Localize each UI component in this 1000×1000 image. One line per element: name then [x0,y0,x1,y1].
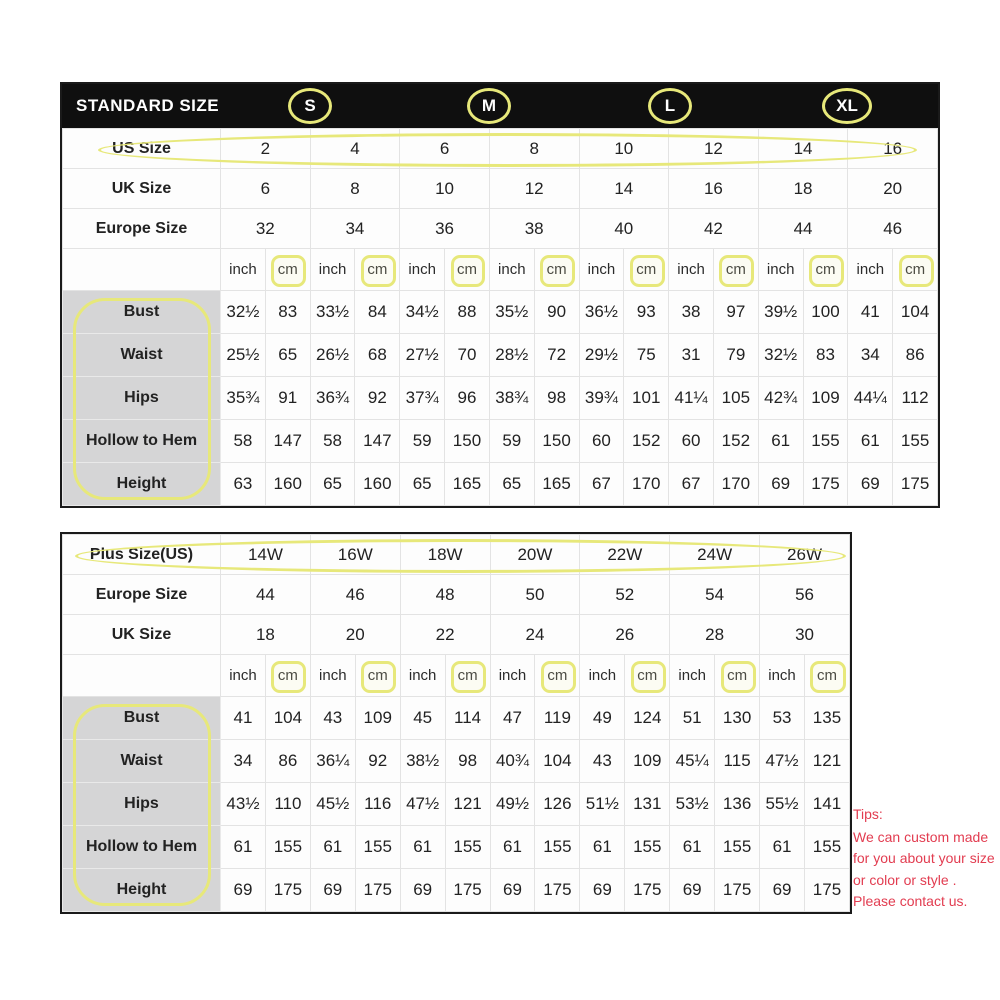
measurement-cell: 45¼ [670,740,715,783]
size-row [63,615,850,655]
measurement-cell: 34 [221,740,266,783]
tips-note [853,804,1000,913]
measurement-cell: 38½ [400,740,445,783]
measurement-cell: 93 [624,291,669,334]
measurement-cell: 98 [445,740,490,783]
measurement-label: Hollow to Hem [63,420,221,463]
measurement-cell: 36½ [579,291,624,334]
measurement-cell: 175 [803,463,848,506]
measurement-cell: 126 [535,783,580,826]
measurement-cell: 100 [803,291,848,334]
unit-cm-label: cm [893,249,938,291]
size-cell: 54 [670,575,760,615]
measurement-cell: 116 [355,783,400,826]
measurement-cell: 96 [445,377,490,420]
size-cell: 12 [669,129,759,169]
measurement-cell: 36¼ [310,740,355,783]
row-label: UK Size [63,615,221,655]
measurement-cell: 155 [445,826,490,869]
unit-cm-label: cm [625,655,670,697]
size-cell: 36 [400,209,490,249]
measurement-cell: 25½ [221,334,266,377]
measurement-cell: 38 [669,291,714,334]
measurement-cell: 109 [625,740,670,783]
measurement-cell: 69 [221,869,266,912]
measurement-cell: 59 [489,420,534,463]
measurement-cell: 175 [715,869,760,912]
tips-line: We can custom made [853,828,989,845]
measurement-cell: 47½ [400,783,445,826]
unit-inch-label: inch [310,655,355,697]
size-cell: 20W [490,535,580,575]
measurement-cell: 155 [893,420,938,463]
unit-inch-label: inch [221,655,266,697]
unit-inch-label: inch [669,249,714,291]
size-cell: 8 [489,129,579,169]
measurement-cell: 32½ [221,291,266,334]
tips-line: or color or style . [853,871,957,888]
measurement-label: Hips [63,377,221,420]
measurement-cell: 51½ [580,783,625,826]
size-cell: 10 [400,169,490,209]
measurement-cell: 49½ [490,783,535,826]
measurement-cell: 104 [535,740,580,783]
row-label: US Size [63,129,221,169]
measurement-cell: 110 [265,783,310,826]
measurement-cell: 61 [848,420,893,463]
tips-title: Tips: [853,806,883,822]
unit-cm-label: cm [534,249,579,291]
measurement-label: Bust [63,291,221,334]
measurement-cell: 130 [715,697,760,740]
tips-line: Please contact us. [853,893,968,909]
measurement-cell: 141 [804,783,849,826]
measurement-cell: 53 [760,697,805,740]
measurement-cell: 175 [804,869,849,912]
measurement-cell: 65 [310,463,355,506]
tips-line: for you about your size [853,850,995,866]
measurement-cell: 61 [758,420,803,463]
measurement-cell: 26½ [310,334,355,377]
size-cell: 34 [310,209,400,249]
measurement-cell: 69 [310,869,355,912]
measurement-cell: 155 [804,826,849,869]
size-cell: 18 [221,615,311,655]
size-cell: 18 [758,169,848,209]
size-cell: 48 [400,575,490,615]
size-cell: 10 [579,129,669,169]
unit-cm-label: cm [804,655,849,697]
measurement-cell: 61 [400,826,445,869]
measurement-row [63,334,938,377]
measurement-cell: 58 [310,420,355,463]
measurement-row [63,826,850,869]
measurement-cell: 69 [758,463,803,506]
size-cell: 24 [490,615,580,655]
size-row [63,535,850,575]
measurement-cell: 28½ [489,334,534,377]
measurement-label: Height [63,869,221,912]
standard-size-table [60,82,940,508]
measurement-cell: 69 [490,869,535,912]
measurement-cell: 83 [265,291,310,334]
measurement-cell: 101 [624,377,669,420]
measurement-cell: 104 [265,697,310,740]
measurement-cell: 61 [221,826,266,869]
measurement-cell: 33½ [310,291,355,334]
measurement-cell: 160 [355,463,400,506]
size-row [63,129,938,169]
measurement-cell: 69 [670,869,715,912]
measurement-cell: 67 [669,463,714,506]
measurement-cell: 65 [265,334,310,377]
row-label: Europe Size [63,209,221,249]
measurement-cell: 69 [400,869,445,912]
size-cell: 12 [489,169,579,209]
measurement-label: Hips [63,783,221,826]
row-label-empty [63,249,221,291]
unit-inch-label: inch [758,249,803,291]
unit-cm-label: cm [445,249,490,291]
measurement-row [63,291,938,334]
measurement-cell: 155 [625,826,670,869]
size-cell: 24W [670,535,760,575]
measurement-cell: 121 [804,740,849,783]
unit-cm-label: cm [355,655,400,697]
measurement-cell: 147 [355,420,400,463]
size-cell: 14 [579,169,669,209]
measurement-cell: 119 [535,697,580,740]
measurement-cell: 72 [534,334,579,377]
measurement-cell: 41¼ [669,377,714,420]
unit-cm-label: cm [624,249,669,291]
measurement-cell: 160 [265,463,310,506]
measurement-label: Hollow to Hem [63,826,221,869]
measurement-cell: 68 [355,334,400,377]
measurement-cell: 41 [848,291,893,334]
unit-cm-label: cm [715,655,760,697]
size-cell: 40 [579,209,669,249]
unit-row [63,249,938,291]
measurement-cell: 61 [670,826,715,869]
measurement-row [63,697,850,740]
measurement-cell: 90 [534,291,579,334]
measurement-cell: 61 [310,826,355,869]
measurement-cell: 47½ [760,740,805,783]
measurement-cell: 61 [580,826,625,869]
measurement-cell: 155 [355,826,400,869]
row-label: UK Size [63,169,221,209]
unit-inch-label: inch [670,655,715,697]
measurement-label: Waist [63,740,221,783]
measurement-cell: 39½ [758,291,803,334]
measurement-cell: 91 [265,377,310,420]
plus-size-table [60,532,852,914]
measurement-row [63,869,850,912]
measurement-label: Waist [63,334,221,377]
size-badge-m: M [467,88,511,124]
measurement-cell: 34 [848,334,893,377]
measurement-cell: 152 [624,420,669,463]
measurement-row [63,463,938,506]
measurement-cell: 92 [355,740,400,783]
unit-inch-label: inch [579,249,624,291]
measurement-cell: 60 [579,420,624,463]
size-row [63,209,938,249]
unit-inch-label: inch [760,655,805,697]
unit-row [63,655,850,697]
measurement-cell: 131 [625,783,670,826]
measurement-row [63,377,938,420]
measurement-cell: 69 [580,869,625,912]
size-cell: 42 [669,209,759,249]
measurement-cell: 67 [579,463,624,506]
measurement-cell: 112 [893,377,938,420]
measurement-cell: 175 [893,463,938,506]
measurement-cell: 150 [534,420,579,463]
measurement-row [63,740,850,783]
size-cell: 22W [580,535,670,575]
measurement-cell: 175 [535,869,580,912]
measurement-cell: 69 [848,463,893,506]
unit-cm-label: cm [265,655,310,697]
size-cell: 16W [310,535,400,575]
unit-inch-label: inch [221,249,266,291]
unit-inch-label: inch [310,249,355,291]
measurement-cell: 65 [400,463,445,506]
size-cell: 14 [758,129,848,169]
measurement-cell: 170 [624,463,669,506]
measurement-cell: 43 [580,740,625,783]
measurement-cell: 84 [355,291,400,334]
measurement-cell: 61 [760,826,805,869]
measurement-cell: 114 [445,697,490,740]
measurement-cell: 121 [445,783,490,826]
measurement-label: Bust [63,697,221,740]
measurement-cell: 136 [715,783,760,826]
measurement-cell: 45½ [310,783,355,826]
unit-cm-label: cm [445,655,490,697]
measurement-cell: 45 [400,697,445,740]
measurement-cell: 53½ [670,783,715,826]
measurement-cell: 35¾ [221,377,266,420]
measurement-cell: 59 [400,420,445,463]
measurement-cell: 32½ [758,334,803,377]
measurement-cell: 70 [445,334,490,377]
size-badge-xl: XL [822,88,872,124]
measurement-cell: 27½ [400,334,445,377]
unit-inch-label: inch [400,655,445,697]
size-cell: 46 [848,209,938,249]
size-badge-s: S [288,88,332,124]
measurement-cell: 69 [760,869,805,912]
measurement-cell: 86 [893,334,938,377]
measurement-cell: 35½ [489,291,534,334]
measurement-cell: 39¾ [579,377,624,420]
unit-cm-label: cm [535,655,580,697]
size-cell: 16 [848,129,938,169]
size-cell: 26 [580,615,670,655]
measurement-cell: 40¾ [490,740,535,783]
measurement-cell: 135 [804,697,849,740]
measurement-cell: 109 [355,697,400,740]
measurement-cell: 38¾ [489,377,534,420]
measurement-cell: 175 [265,869,310,912]
measurement-cell: 42¾ [758,377,803,420]
measurement-cell: 55½ [760,783,805,826]
measurement-cell: 79 [713,334,758,377]
measurement-cell: 104 [893,291,938,334]
measurement-cell: 51 [670,697,715,740]
measurement-cell: 41 [221,697,266,740]
measurement-cell: 115 [715,740,760,783]
measurement-cell: 97 [713,291,758,334]
unit-cm-label: cm [713,249,758,291]
unit-cm-label: cm [803,249,848,291]
plus-size-grid [62,534,850,912]
unit-cm-label: cm [355,249,400,291]
measurement-cell: 86 [265,740,310,783]
measurement-cell: 155 [535,826,580,869]
size-cell: 4 [310,129,400,169]
measurement-cell: 63 [221,463,266,506]
size-cell: 6 [400,129,490,169]
measurement-label: Height [63,463,221,506]
size-cell: 2 [221,129,311,169]
measurement-cell: 29½ [579,334,624,377]
measurement-cell: 44¼ [848,377,893,420]
measurement-cell: 155 [803,420,848,463]
measurement-cell: 105 [713,377,758,420]
measurement-cell: 36¾ [310,377,355,420]
size-cell: 14W [221,535,311,575]
size-cell: 20 [848,169,938,209]
measurement-cell: 150 [445,420,490,463]
size-cell: 16 [669,169,759,209]
standard-size-title: STANDARD SIZE [76,96,220,115]
row-label: Europe Size [63,575,221,615]
measurement-cell: 165 [445,463,490,506]
measurement-row [63,420,938,463]
measurement-cell: 175 [625,869,670,912]
size-row [63,575,850,615]
measurement-cell: 88 [445,291,490,334]
measurement-cell: 58 [221,420,266,463]
size-cell: 22 [400,615,490,655]
measurement-cell: 155 [715,826,760,869]
unit-inch-label: inch [490,655,535,697]
measurement-cell: 170 [713,463,758,506]
measurement-cell: 124 [625,697,670,740]
size-cell: 46 [310,575,400,615]
measurement-cell: 60 [669,420,714,463]
size-cell: 50 [490,575,580,615]
size-cell: 26W [760,535,850,575]
measurement-cell: 175 [445,869,490,912]
measurement-cell: 31 [669,334,714,377]
measurement-cell: 152 [713,420,758,463]
measurement-cell: 43 [310,697,355,740]
size-cell: 38 [489,209,579,249]
measurement-cell: 75 [624,334,669,377]
measurement-cell: 109 [803,377,848,420]
measurement-cell: 92 [355,377,400,420]
size-cell: 32 [221,209,311,249]
size-cell: 8 [310,169,400,209]
measurement-cell: 175 [355,869,400,912]
size-cell: 44 [221,575,311,615]
size-cell: 30 [760,615,850,655]
measurement-cell: 83 [803,334,848,377]
size-cell: 6 [221,169,311,209]
size-row [63,169,938,209]
measurement-cell: 98 [534,377,579,420]
standard-size-header [62,84,938,128]
measurement-cell: 37¾ [400,377,445,420]
size-cell: 20 [310,615,400,655]
size-cell: 28 [670,615,760,655]
measurement-cell: 47 [490,697,535,740]
size-cell: 56 [760,575,850,615]
measurement-cell: 147 [265,420,310,463]
row-label-empty [63,655,221,697]
unit-inch-label: inch [848,249,893,291]
unit-inch-label: inch [580,655,625,697]
unit-cm-label: cm [265,249,310,291]
measurement-cell: 43½ [221,783,266,826]
size-badge-l: L [648,88,692,124]
size-cell: 44 [758,209,848,249]
measurement-cell: 61 [490,826,535,869]
unit-inch-label: inch [489,249,534,291]
standard-size-grid [62,128,938,506]
measurement-cell: 65 [489,463,534,506]
measurement-cell: 165 [534,463,579,506]
size-cell: 52 [580,575,670,615]
unit-inch-label: inch [400,249,445,291]
measurement-cell: 49 [580,697,625,740]
measurement-row [63,783,850,826]
measurement-cell: 34½ [400,291,445,334]
row-label: Plus Size(US) [63,535,221,575]
size-cell: 18W [400,535,490,575]
measurement-cell: 155 [265,826,310,869]
